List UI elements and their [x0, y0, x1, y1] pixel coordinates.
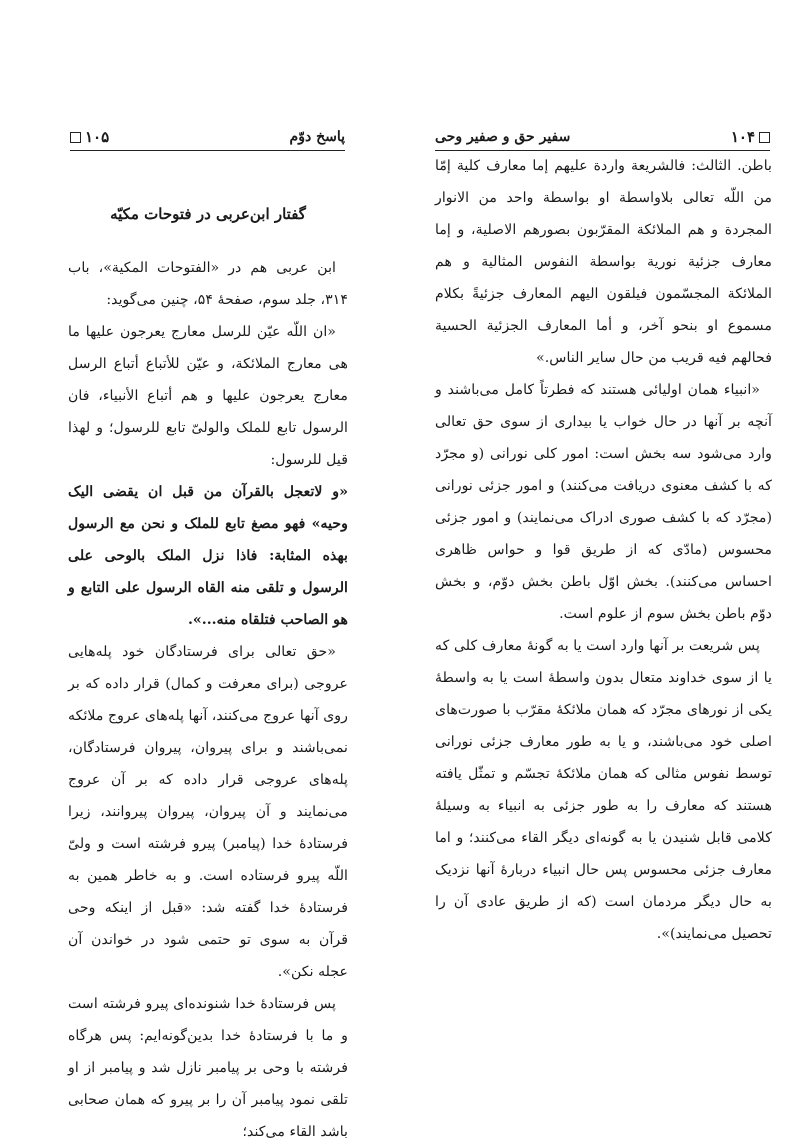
- paragraph: «ان اللّه عیّن للرسل معارج یعرجون علیها ما هی معارج الملائکة، و عیّن للأتباع أتباع الرسل معارج یعرجون علیها و هم أتباع الأنبیاء، فان الرسول تابع للملک والولیّ تابع للرسول؛ و لهذا قیل للرسول:: [68, 324, 348, 468]
- left-page-body: [68, 150, 348, 1148]
- page-number: ۱۰۴: [730, 128, 755, 146]
- paragraph: ابن عربی هم در «الفتوحات المکیة»، باب ۳۱۴، جلد سوم، صفحهٔ ۵۴، چنین می‌گوید:: [68, 260, 348, 308]
- page-number: ۱۰۵: [85, 128, 110, 146]
- left-page-header: [70, 124, 345, 151]
- running-title: سفیر حق و صفیر وحی: [435, 129, 571, 145]
- paragraph: پس شریعت بر آنها وارد است یا به گونهٔ معارف کلی که یا از سوی خداوند متعال بدون واسطهٔ است یا به واسطهٔ یکی از نورهای مجرّد که همان ملائکهٔ مقرّب با صورت‌های اصلی خود می‌باشند، و یا به طور معارف جزئی نورانی توسط نفوس مثالی که همان ملائکهٔ تجسّم و تمثّل یافته هستند که معارف را به طور جزئی به انبیاء به وسیلهٔ کلامی قابل شنیدن یا به گونه‌ای دیگر القاء می‌کنند؛ و اما معارف جزئی محسوس پس حال انبیاء دربارهٔ آنها نزدیک به حال دیگر مردمان است (که از طریق عادی آن را تحصیل می‌نمایند)».: [435, 638, 772, 942]
- right-page: [400, 0, 800, 1100]
- page-number-block: [70, 128, 109, 146]
- left-page: [0, 0, 400, 1140]
- right-page-body: [435, 150, 772, 950]
- square-ornament-icon: [759, 132, 770, 143]
- section-title: گفتار ابن‌عربی در فتوحات مکیّه: [110, 205, 306, 223]
- right-page-header: [435, 124, 770, 151]
- running-title: پاسخ دوّم: [289, 129, 345, 145]
- square-ornament-icon: [70, 132, 81, 143]
- paragraph: باطن. الثالث: فالشریعة واردة علیهم إما معارف کلیة إمّا من اللّه تعالی بلاواسطة او بواسطة واحد من الانوار المجردة و هم الملائکة المقرّبون بصورهم الاصلیة، و إما معارف جزئیة نوریة بواسطة النفوس المثالیة و هم الملائکة المجسّمون فیلقون الیهم المعارف جزئیةً بکلام مسموع او بنحو آخر، و أما المعارف الجزئیة الحسیة فحالهم فیه قریب من حال سایر الناس.»: [435, 158, 772, 366]
- paragraph: «حق تعالی برای فرستادگان خود پله‌هایی عروجی (برای معرفت و کمال) قرار داده که بر روی آنها عروج می‌کنند، آنها پله‌های عروج ملائکه نمی‌باشند و برای پیروان، پیروان فرستادگان، پله‌های عروجی قرار داده که بر آن عروج می‌نمایند و آن پیروان، پیروان پیروانند، زیرا فرستادهٔ خدا (پیامبر) پیرو فرشته است و ولیّ اللّه پیرو فرستاده است. و به خاطر همین به فرستادهٔ خدا گفته شد: «قبل از اینکه وحی قرآن به سوی تو حتمی شود در خواندن آن عجله نکن».: [68, 644, 348, 980]
- paragraph: «و لاتعجل بالقرآن من قبل ان یقضی الیک وحیه» فهو مصغ تابع للملک و نحن مع الرسول بهذه المثابة: فاذا نزل الملک بالوحی علی الرسول و تلقی منه القاه الرسول علی التابع و هو الصاحب فتلقاه منه...».: [68, 484, 348, 628]
- paragraph: پس فرستادهٔ خدا شنونده‌ای پیرو فرشته است و ما با فرستادهٔ خدا بدین‌گونه‌ایم: پس هرگاه فرشته با وحی بر پیامبر نازل شد و پیامبر از او تلقی نمود پیامبر آن را بر پیرو که همان صحابی باشد القاء می‌کند؛: [68, 996, 348, 1140]
- page-number-block: [731, 128, 770, 146]
- paragraph: «انبیاء همان اولیائی هستند که فطرتاً کامل می‌باشند و آنچه بر آنها در حال خواب یا بیداری از سوی حق تعالی وارد می‌شود سه بخش است: امور کلی نورانی (و مجرّد که با کشف معنوی دریافت می‌کنند) و امور جزئی نورانی (مجرّد که با کشف صوری ادراک می‌نمایند) و امور جزئی محسوس (مادّی که از طریق قوا و حواس ظاهری احساس می‌کنند). بخش اوّل باطن بخش دوّم، و بخش دوّم باطن بخش سوم از علوم است.: [435, 382, 772, 622]
